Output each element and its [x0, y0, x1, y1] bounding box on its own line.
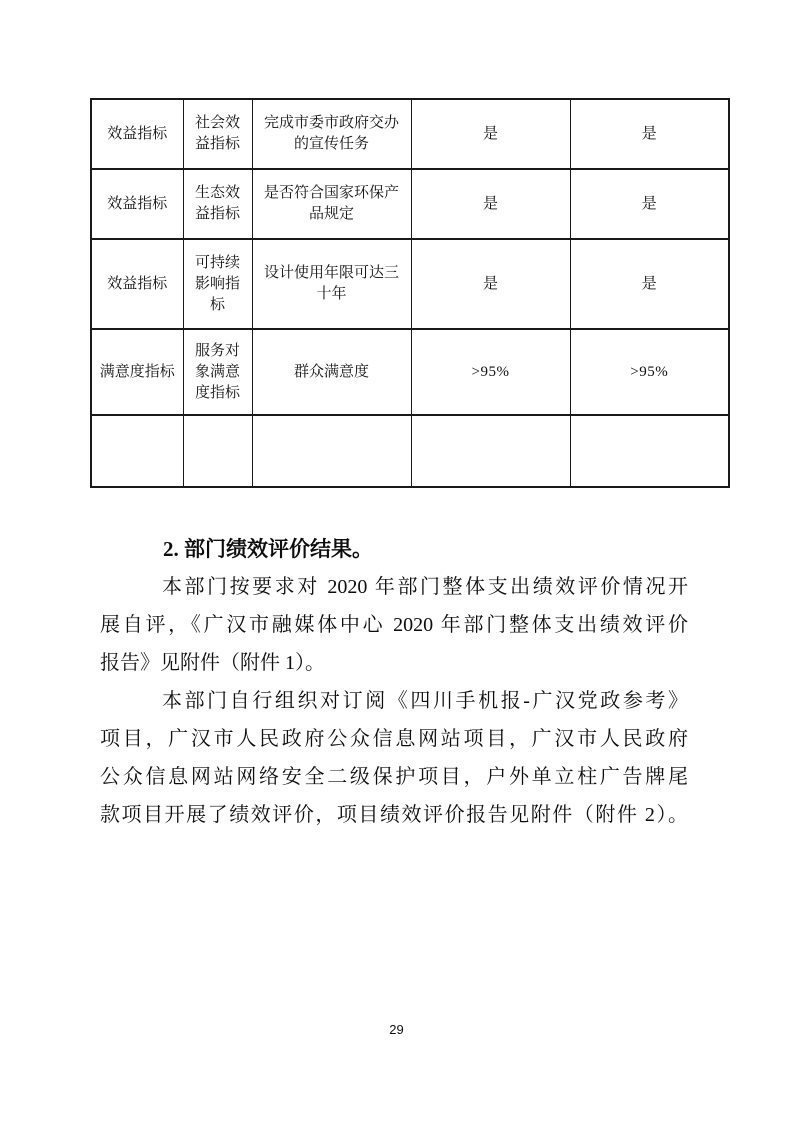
cell-actual-value: 是 — [570, 169, 729, 239]
cell-indicator-name: 是否符合国家环保产品规定 — [252, 169, 411, 239]
table-row — [91, 99, 729, 169]
cell-actual-value: 是 — [570, 239, 729, 329]
table-row — [91, 329, 729, 415]
cell-target-value: 是 — [411, 99, 570, 169]
paragraph-2-line: 款项目开展了绩效评价，项目绩效评价报告见附件（附件 2）。 — [100, 804, 688, 826]
cell-empty — [570, 415, 729, 487]
table-row — [91, 239, 729, 329]
paragraph-2-line: 本部门自行组织对订阅《四川手机报-广汉党政参考》 — [162, 690, 688, 712]
section-heading: 2. 部门绩效评价结果。 — [163, 537, 373, 561]
paragraph-1-line: 本部门按要求对 2020 年部门整体支出绩效评价情况开 — [162, 576, 688, 598]
paragraph-1-line: 报告》见附件（附件 1）。 — [100, 652, 325, 674]
paragraph-1-line: 展自评，《广汉市融媒体中心 2020 年部门整体支出绩效评价 — [100, 614, 688, 636]
cell-empty — [411, 415, 570, 487]
cell-indicator-subcategory: 可持续影响指标 — [183, 239, 252, 329]
cell-actual-value: 是 — [570, 99, 729, 169]
cell-indicator-name: 设计使用年限可达三十年 — [252, 239, 411, 329]
cell-indicator-name: 群众满意度 — [252, 329, 411, 415]
cell-indicator-category: 效益指标 — [91, 239, 183, 329]
cell-target-value: >95% — [411, 329, 570, 415]
performance-indicator-table — [90, 98, 730, 488]
paragraph-2-line: 项目，广汉市人民政府公众信息网站项目，广汉市人民政府 — [100, 728, 688, 750]
cell-empty — [252, 415, 411, 487]
cell-target-value: 是 — [411, 239, 570, 329]
page-number: 29 — [389, 1022, 404, 1037]
cell-indicator-category: 满意度指标 — [91, 329, 183, 415]
cell-indicator-subcategory: 生态效益指标 — [183, 169, 252, 239]
cell-empty — [91, 415, 183, 487]
cell-actual-value: >95% — [570, 329, 729, 415]
cell-target-value: 是 — [411, 169, 570, 239]
paragraph-2-line: 公众信息网站网络安全二级保护项目，户外单立柱广告牌尾 — [100, 766, 688, 788]
cell-indicator-subcategory: 社会效益指标 — [183, 99, 252, 169]
table-row — [91, 169, 729, 239]
cell-empty — [183, 415, 252, 487]
cell-indicator-subcategory: 服务对象满意度指标 — [183, 329, 252, 415]
body-text — [100, 530, 688, 834]
table-row-empty — [91, 415, 729, 487]
cell-indicator-category: 效益指标 — [91, 169, 183, 239]
cell-indicator-category: 效益指标 — [91, 99, 183, 169]
cell-indicator-name: 完成市委市政府交办的宣传任务 — [252, 99, 411, 169]
